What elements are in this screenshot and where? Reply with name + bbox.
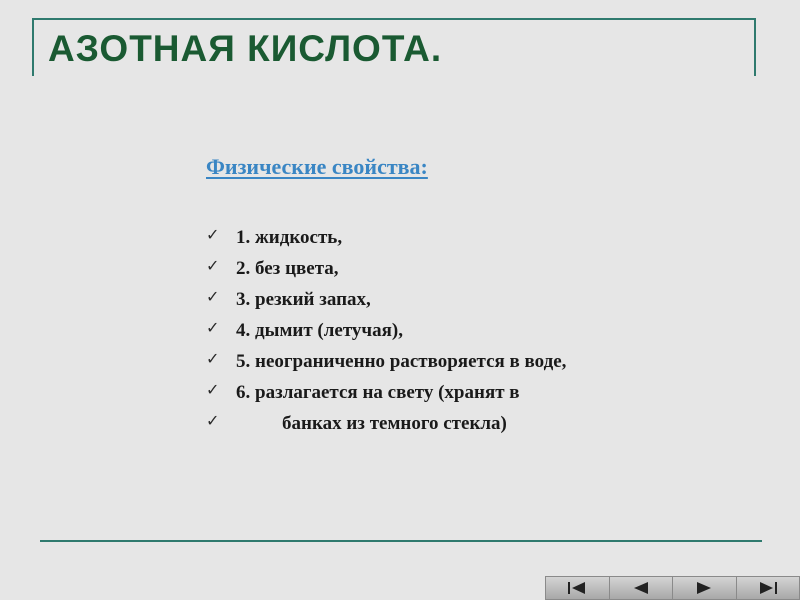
checkmark-icon: ✓ [206, 256, 220, 275]
list-item-text: 4. дымит (летучая), [236, 320, 403, 341]
next-slide-icon [692, 581, 716, 595]
checkmark-icon: ✓ [206, 287, 220, 306]
list-item-text: 5. неограниченно растворяется в воде, [236, 351, 567, 372]
last-slide-button[interactable] [737, 577, 800, 599]
list-item-text: 6. разлагается на свету (хранят в [236, 382, 520, 403]
list-item-text: 2. без цвета, [236, 258, 339, 279]
title-frame [32, 18, 756, 78]
slide-title: АЗОТНАЯ КИСЛОТА. [48, 28, 443, 69]
next-slide-button[interactable] [673, 577, 737, 599]
checkmark-icon: ✓ [206, 225, 220, 244]
list-item-text: 3. резкий запах, [236, 289, 371, 310]
checkmark-icon: ✓ [206, 318, 220, 337]
frame-left-line [32, 18, 34, 76]
list-item [206, 381, 606, 405]
list-item-text: банках из темного стекла) [282, 413, 507, 434]
previous-slide-button[interactable] [610, 577, 674, 599]
frame-top-line [32, 18, 756, 20]
list-item [206, 226, 606, 250]
bottom-divider [40, 540, 762, 542]
last-slide-icon [756, 581, 780, 595]
list-item [206, 257, 606, 281]
slide-subtitle: Физические свойства: [206, 154, 428, 179]
list-item [206, 412, 606, 436]
frame-right-line [754, 18, 756, 76]
properties-list [206, 226, 606, 443]
first-slide-button[interactable] [546, 577, 610, 599]
list-item [206, 288, 606, 312]
list-item [206, 319, 606, 343]
list-item [206, 350, 606, 374]
previous-slide-icon [629, 581, 653, 595]
slide-navigation [545, 576, 800, 600]
frame-corner-dot [754, 74, 756, 76]
checkmark-icon: ✓ [206, 349, 220, 368]
list-item-text: 1. жидкость, [236, 227, 343, 248]
first-slide-icon [565, 581, 589, 595]
checkmark-icon: ✓ [206, 380, 220, 399]
checkmark-icon: ✓ [206, 411, 220, 430]
